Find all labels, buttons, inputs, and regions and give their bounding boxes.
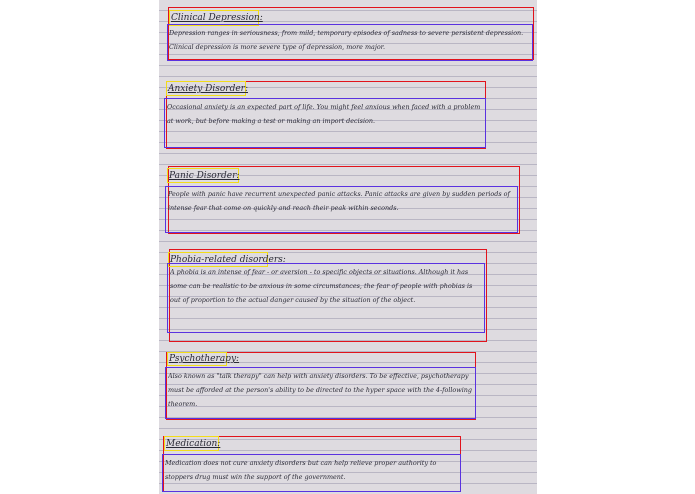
section-body: Medication does not cure anxiety disorders but can help relieve proper authority to stoppers drug must win the support of the government. bbox=[165, 459, 437, 481]
section-heading: Clinical Depression: bbox=[171, 13, 263, 23]
notebook-page bbox=[159, 0, 537, 494]
section-body: Depression ranges in seriousness, from mild, temporary episodes of sadness to severe persistent depression. Clinical depression is more severe type of depression, more major. bbox=[169, 29, 524, 51]
section-body: A phobia is an intense of fear - or aversion - to specific objects or situations. Although it has some can be realistic to be anxious in some circumstances, the fear of people with phobias is out of proportion to the actual danger caused by the situation of the object. bbox=[170, 268, 473, 304]
section-heading: Anxiety Disorder: bbox=[168, 84, 248, 94]
section-body: Also known as "talk therapy" can help with anxiety disorders. To be effective, psychotherapy must be afforded at the person's ability to be directed to the hyper space with the 4-following theorem. bbox=[168, 372, 472, 408]
section-heading: Medication: bbox=[166, 439, 221, 449]
section-body: Occasional anxiety is an expected part of life. You might feel anxious when faced with a problem at work, but before making a test or making an import decision. bbox=[167, 103, 481, 125]
section-heading: Panic Disorder: bbox=[169, 171, 240, 181]
section-body: People with panic have recurrent unexpected panic attacks. Panic attacks are given by sudden periods of intense fear that come on quickly and reach their peak within seconds. bbox=[168, 190, 510, 212]
section-heading: Phobia-related disorders: bbox=[170, 255, 286, 265]
section-heading: Psychotherapy: bbox=[169, 354, 240, 364]
